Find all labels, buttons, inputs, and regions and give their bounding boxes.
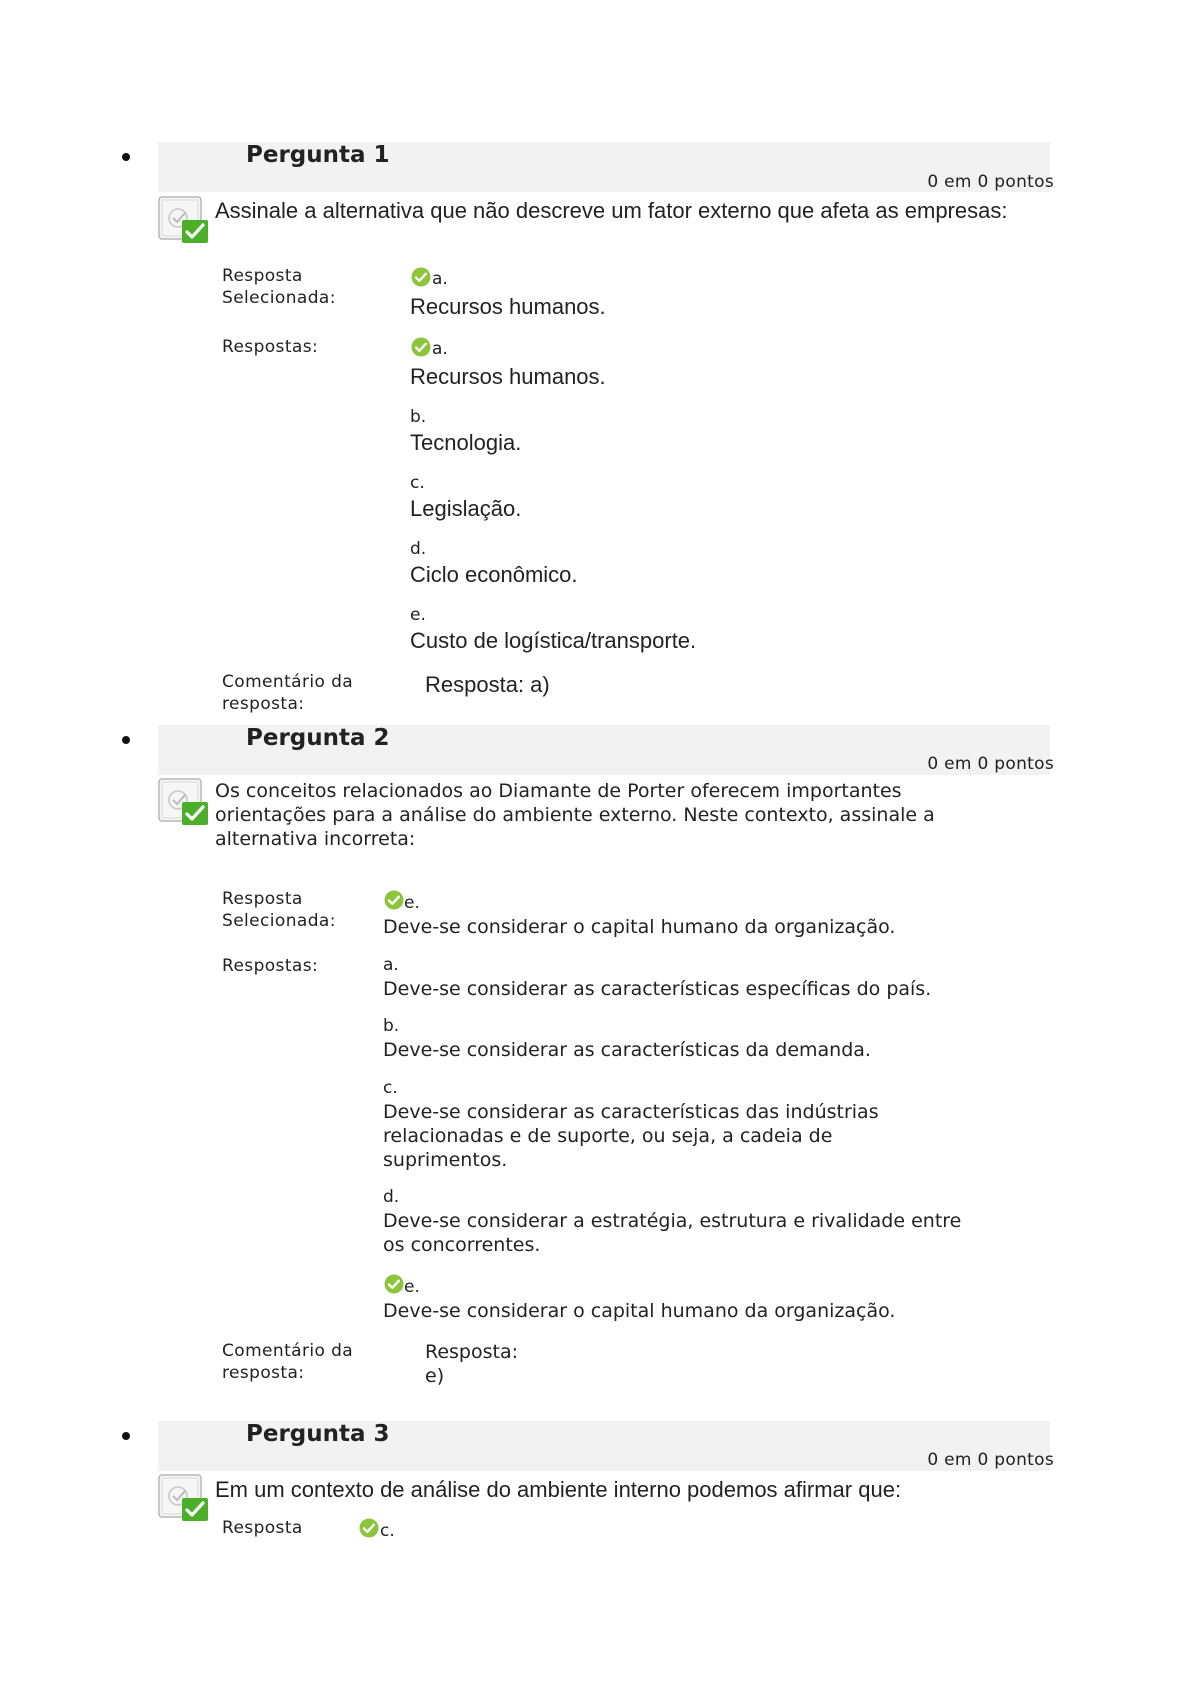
selected-answer-text: Recursos humanos. xyxy=(410,294,606,319)
option-letter: e. xyxy=(404,1277,420,1297)
bullet xyxy=(122,736,130,744)
option-text: Ciclo econômico. xyxy=(410,562,578,587)
question-text: Assinale a alternativa que não descreve um fator externo que afeta as empresas: xyxy=(215,198,1008,223)
question-title: Pergunta 1 xyxy=(246,142,390,168)
question-title: Pergunta 3 xyxy=(246,1421,390,1447)
option-text: Deve-se considerar as características específicas do país. xyxy=(383,978,932,1000)
question-text: Os conceitos relacionados ao Diamante de Porter oferecem importantes orientações para a análise do ambiente externo. Neste contexto, assinale a alternativa incorreta: xyxy=(215,780,935,850)
option-letter: d. xyxy=(410,539,427,559)
option-text: Tecnologia. xyxy=(410,430,522,455)
option-letter: a. xyxy=(432,339,448,359)
answers-label: Respostas: xyxy=(222,337,319,357)
question-points: 0 em 0 pontos xyxy=(927,754,1054,774)
answers-label: Respostas: xyxy=(222,956,319,976)
selected-answer-label: Resposta Selecionada: xyxy=(222,266,336,308)
green-check-icon xyxy=(384,890,404,910)
option-text: Recursos humanos. xyxy=(410,364,606,389)
green-check-icon xyxy=(411,337,431,357)
comment-label: Comentário da resposta: xyxy=(222,672,354,714)
comment-text-line1: Resposta: xyxy=(425,1341,519,1363)
option-text: Deve-se considerar a estratégia, estrutura e rivalidade entre os concorrentes. xyxy=(383,1210,962,1256)
option-text: Deve-se considerar o capital humano da organização. xyxy=(383,1300,896,1322)
question-points: 0 em 0 pontos xyxy=(927,172,1054,192)
option-letter: e. xyxy=(410,605,426,625)
selected-answer-letter: e. xyxy=(404,893,420,913)
selected-answer-label: Resposta xyxy=(222,1518,303,1538)
bullet xyxy=(122,1432,130,1440)
option-text: Deve-se considerar as características das indústrias relacionadas e de suporte, ou seja, a cadeia de suprimentos. xyxy=(383,1101,879,1171)
question-text: Em um contexto de análise do ambiente interno podemos afirmar que: xyxy=(215,1477,902,1502)
bullet xyxy=(122,153,130,161)
green-check-icon xyxy=(384,1274,404,1294)
comment-label: Comentário da resposta: xyxy=(222,1341,354,1383)
check-document-icon xyxy=(158,195,210,245)
green-check-icon xyxy=(411,267,431,287)
selected-answer-letter: a. xyxy=(432,269,448,289)
option-letter: a. xyxy=(383,955,399,975)
selected-answer-text: Deve-se considerar o capital humano da organização. xyxy=(383,916,896,938)
option-letter: d. xyxy=(383,1187,400,1207)
comment-text: Resposta: a) xyxy=(425,672,550,697)
option-letter: b. xyxy=(383,1016,400,1036)
option-text: Legislação. xyxy=(410,496,522,521)
option-letter: c. xyxy=(383,1078,398,1098)
green-check-icon xyxy=(359,1518,379,1538)
option-text: Deve-se considerar as características da demanda. xyxy=(383,1039,871,1061)
option-letter: c. xyxy=(410,473,425,493)
option-text: Custo de logística/transporte. xyxy=(410,628,697,653)
comment-text-line2: e) xyxy=(425,1365,445,1387)
question-points: 0 em 0 pontos xyxy=(927,1450,1054,1470)
option-letter: b. xyxy=(410,407,427,427)
selected-answer-label: Resposta Selecionada: xyxy=(222,889,336,931)
question-title: Pergunta 2 xyxy=(246,725,390,751)
check-document-icon xyxy=(158,1473,210,1523)
check-document-icon xyxy=(158,777,210,827)
selected-answer-letter: c. xyxy=(380,1521,395,1541)
